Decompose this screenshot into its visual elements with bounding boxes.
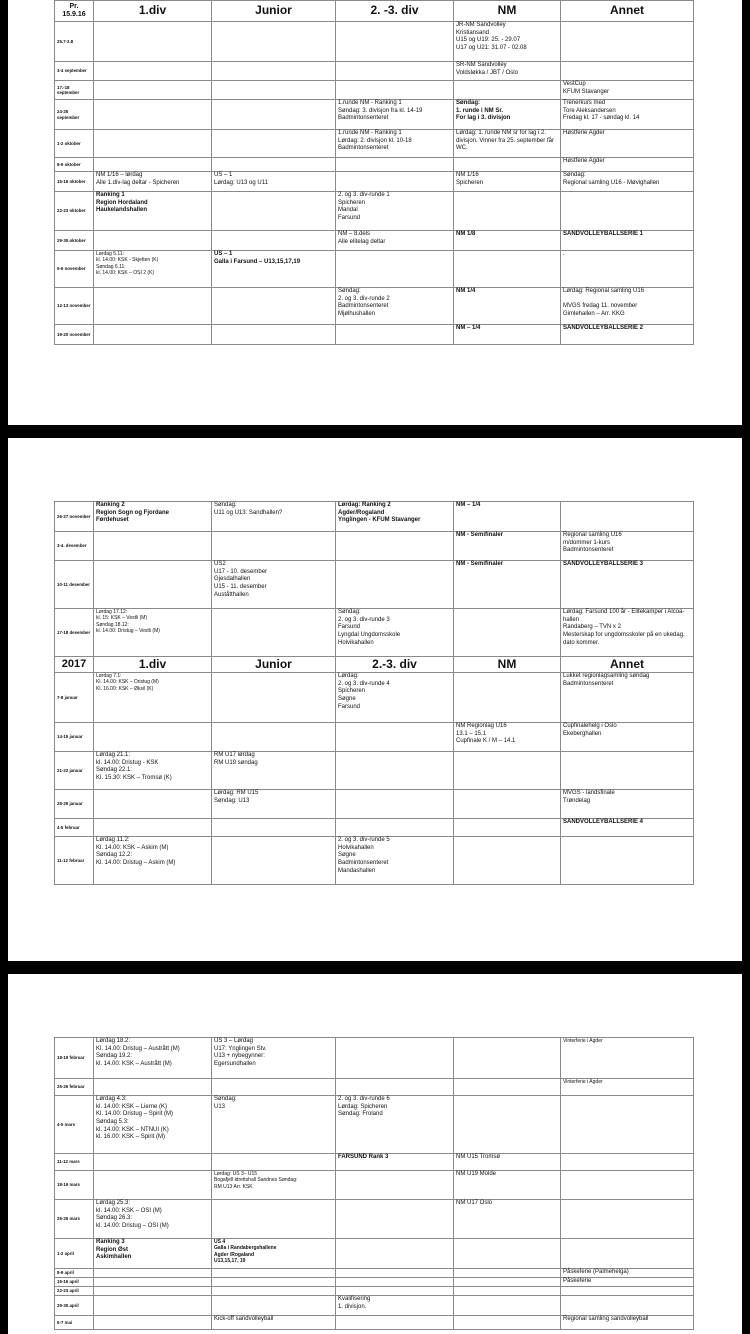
cell-23div — [336, 1079, 454, 1096]
cell-nm — [454, 1269, 561, 1278]
cell-nm — [454, 752, 561, 790]
row-date: 22-23 oktober — [55, 192, 94, 231]
cell-junior — [212, 62, 336, 81]
cell-nm — [454, 81, 561, 100]
cell-nm: JR-NM Sandvolley Kristiansand U15 og U19: 25. - 29.07 U17 og U21: 31.07 - 02.08 — [454, 22, 561, 62]
cell-nm: NM – 1/4 — [454, 325, 561, 345]
cell-23div — [336, 532, 454, 561]
cell-annet: Høstferie Agder — [561, 130, 694, 158]
cell-1div — [94, 288, 212, 325]
cell-nm: NM U17 Oslo — [454, 1200, 561, 1239]
table-row — [55, 288, 694, 325]
cell-1div: Lørdag 7.1: Kl. 14.00: KSK – Dristug (M) Kl. 16.00: KSK – Øksil (K) — [94, 673, 212, 723]
table-row — [55, 837, 694, 885]
row-date: 4-5 mars — [55, 1096, 94, 1154]
table-row — [55, 532, 694, 561]
table-row — [55, 1269, 694, 1278]
cell-1div: Ranking 2 Region Sogn og Fjordane Førdehuset — [94, 502, 212, 532]
table-row — [55, 819, 694, 837]
cell-23div — [336, 81, 454, 100]
cell-annet: Høstferie Agder — [561, 158, 694, 172]
cell-nm — [454, 673, 561, 723]
cell-23div — [336, 1038, 454, 1079]
cell-1div: Lørdag 21.1: kl. 14.00: Dristug - KSK Søndag 22.1: Kl. 15.30: KSK – Tromsø (K) — [94, 752, 212, 790]
schedule-table-3 — [54, 1037, 694, 1330]
row-date: 14-15 januar — [55, 723, 94, 752]
cell-1div: Lørdag 18.2: Kl. 14.00: Dristug – Austrått (M) Søndag 19.2: kl. 14.00: KSK – Austrått (M) — [94, 1038, 212, 1079]
cell-23div: 1.runde NM - Ranking 1 Lørdag: 2. divisjon kl. 10-18 Badmintonsenteret — [336, 130, 454, 158]
cell-annet — [561, 1200, 694, 1239]
cell-1div: Ranking 1 Region Hordaland Haukelandshallen — [94, 192, 212, 231]
cell-junior — [212, 325, 336, 345]
cell-nm — [454, 251, 561, 288]
cell-annet: Påskeferie (Palmehelga) — [561, 1269, 694, 1278]
header-23div: 2. -3. div — [336, 1, 454, 22]
table-row — [55, 231, 694, 251]
cell-nm: NM - Semifinaler — [454, 532, 561, 561]
cell-annet: SANDVOLLEYBALLSERIE 4 — [561, 819, 694, 837]
cell-annet — [561, 837, 694, 885]
cell-1div: Lørdag 5.11: kl. 14.00: KSK - Skjetten (K) Søndag 6.11: kl. 14.00: KSK – OSI 2 (K) — [94, 251, 212, 288]
table-row — [55, 790, 694, 819]
cell-annet: Lørdag: Regional samling U16 MVGS fredag 11. november Gimlehallen – Arr. KKG — [561, 288, 694, 325]
row-date: 18-19 februar — [55, 1038, 94, 1079]
cell-annet: SANDVOLLEYBALLSERIE 3 — [561, 561, 694, 609]
cell-1div — [94, 819, 212, 837]
cell-junior — [212, 100, 336, 130]
cell-junior — [212, 130, 336, 158]
cell-23div: Lørdag: 2. og 3. div-runde 4 Spicheren Søgne Farsund — [336, 673, 454, 723]
cell-annet: Cupfinalehelg i Oslo Ekeberghallen — [561, 723, 694, 752]
cell-nm: NM 1/16 Spicheren — [454, 172, 561, 192]
cell-annet: MVGS - landsfinale Trøndelag — [561, 790, 694, 819]
page-2 — [8, 438, 742, 961]
cell-nm: NM U15 Tromsø — [454, 1154, 561, 1171]
cell-annet — [561, 1154, 694, 1171]
cell-nm: Lørdag: 1. runde NM sr for lag i 2. divisjon. Vinner fra 25. september får WC. — [454, 130, 561, 158]
header-annet: Annet — [561, 1, 694, 22]
table-row — [55, 158, 694, 172]
cell-junior: US 3 – Lørdag U17: Ynglingen Stv. U13 + nybegynner: Egersundhallen — [212, 1038, 336, 1079]
row-date: 26-27 november — [55, 502, 94, 532]
cell-23div — [336, 158, 454, 172]
cell-annet: Påskeferie — [561, 1278, 694, 1287]
row-date: 21-22 januar — [55, 752, 94, 790]
cell-nm — [454, 1079, 561, 1096]
row-date: 12-13 november — [55, 288, 94, 325]
cell-annet — [561, 1171, 694, 1200]
table-row — [55, 1296, 694, 1316]
cell-23div: 2. og 3. div-runde 1 Spicheren Mandal Farsund — [336, 192, 454, 231]
row-date: 10-11 desember — [55, 561, 94, 609]
cell-nm — [454, 192, 561, 231]
table-row — [55, 673, 694, 723]
cell-nm — [454, 837, 561, 885]
cell-annet: Søndag: Regional samling U16 - Møvighallen — [561, 172, 694, 192]
cell-annet: Vinterferie i Agder — [561, 1038, 694, 1079]
row-date: 1-2 april — [55, 1239, 94, 1269]
table-row — [55, 561, 694, 609]
cell-23div: 2. og 3. div-runde 5 Holvikahallen Søgne Badmintonsenteret Mandashallen — [336, 837, 454, 885]
page-3 — [8, 974, 742, 1334]
row-date: 11-12 mars — [55, 1154, 94, 1171]
cell-nm — [454, 790, 561, 819]
table-row — [55, 130, 694, 158]
cell-annet: SANDVOLLEYBALLSERIE 2 — [561, 325, 694, 345]
cell-junior — [212, 192, 336, 231]
cell-23div — [336, 723, 454, 752]
cell-1div — [94, 81, 212, 100]
cell-annet — [561, 1096, 694, 1154]
cell-23div — [336, 1287, 454, 1296]
cell-nm — [454, 1278, 561, 1287]
header-junior: Junior — [212, 1, 336, 22]
table-row — [55, 325, 694, 345]
row-date: 25-26 mars — [55, 1200, 94, 1239]
cell-23div — [336, 325, 454, 345]
cell-1div: Lørdag 25.3: kl. 14.00: KSK – OSI (M) Søndag 26.3: kl. 14.00: Dristug – OSI (M) — [94, 1200, 212, 1239]
cell-nm: NM 1/8 — [454, 231, 561, 251]
cell-1div — [94, 325, 212, 345]
cell-junior — [212, 1269, 336, 1278]
row-date: 3-4. desember — [55, 532, 94, 561]
cell-nm: NM 1/4 — [454, 288, 561, 325]
cell-nm: SR-NM Sandvolley Voldsløkka / JBT / Oslo — [454, 62, 561, 81]
cell-23div — [336, 1200, 454, 1239]
schedule-table-2 — [54, 501, 694, 885]
cell-1div — [94, 22, 212, 62]
table-row — [55, 1154, 694, 1171]
cell-junior — [212, 837, 336, 885]
cell-1div — [94, 1154, 212, 1171]
table-row — [55, 609, 694, 657]
header-row-2017 — [55, 657, 694, 673]
cell-1div — [94, 100, 212, 130]
table-row — [55, 251, 694, 288]
cell-1div — [94, 1171, 212, 1200]
cell-1div — [94, 1278, 212, 1287]
cell-nm — [454, 609, 561, 657]
row-date: 29-30.april — [55, 1296, 94, 1316]
header-junior: Junior — [212, 657, 336, 673]
cell-1div — [94, 532, 212, 561]
row-date: 3-4 september — [55, 62, 94, 81]
cell-23div — [336, 790, 454, 819]
cell-annet — [561, 192, 694, 231]
row-date: 17-18 desember — [55, 609, 94, 657]
row-date: 11-12 februar — [55, 837, 94, 885]
cell-annet: . — [561, 251, 694, 288]
cell-junior — [212, 723, 336, 752]
table-row — [55, 100, 694, 130]
cell-1div — [94, 1316, 212, 1330]
cell-junior — [212, 532, 336, 561]
cell-23div — [336, 62, 454, 81]
cell-annet: VestCup KFUM Stavanger — [561, 81, 694, 100]
cell-23div — [336, 561, 454, 609]
cell-annet — [561, 22, 694, 62]
cell-annet — [561, 62, 694, 81]
row-date: 8-9 oktober — [55, 158, 94, 172]
cell-23div: 1.runde NM - Ranking 1 Søndag: 3. divisjon fra kl. 14-19 Badmintonsenteret — [336, 100, 454, 130]
cell-junior: US2 U17 - 10. desember Gjesdalhallen U15 - 11. desember Auståtthallen — [212, 561, 336, 609]
cell-1div: Ranking 3 Region Øst Askimhallen — [94, 1239, 212, 1269]
cell-nm: NM – 1/4 — [454, 502, 561, 532]
table-row — [55, 752, 694, 790]
cell-junior — [212, 81, 336, 100]
row-date: 15-16 oktober — [55, 172, 94, 192]
cell-23div — [336, 752, 454, 790]
cell-1div: Lørdag 11.2: Kl. 14.00: KSK – Askim (M) Søndag 12.2: Kl. 14.00: Dristug – Askim (M) — [94, 837, 212, 885]
header-annet: Annet — [561, 657, 694, 673]
cell-1div — [94, 231, 212, 251]
header-nm: NM — [454, 657, 561, 673]
cell-annet — [561, 502, 694, 532]
table-row — [55, 723, 694, 752]
cell-junior: US 4 Galla i Randabergshallene Agder /Rogaland U13,15,17, 19 — [212, 1239, 336, 1269]
header-1div: 1.div — [94, 657, 212, 673]
cell-annet: Regional samling sandvolleyball — [561, 1316, 694, 1330]
cell-junior — [212, 1200, 336, 1239]
cell-23div — [336, 1278, 454, 1287]
cell-23div — [336, 22, 454, 62]
cell-nm — [454, 1239, 561, 1269]
cell-nm — [454, 819, 561, 837]
table-row — [55, 1316, 694, 1330]
cell-23div — [336, 1269, 454, 1278]
cell-annet — [561, 1296, 694, 1316]
cell-1div — [94, 130, 212, 158]
cell-1div — [94, 1269, 212, 1278]
cell-1div — [94, 62, 212, 81]
row-date: 1-2 oktober — [55, 130, 94, 158]
cell-1div — [94, 1079, 212, 1096]
cell-junior: Søndag: U13 — [212, 1096, 336, 1154]
cell-junior: US – 1 Lørdag: U13 og U11 — [212, 172, 336, 192]
cell-23div — [336, 251, 454, 288]
row-date: 22-23 april — [55, 1287, 94, 1296]
cell-annet: Lukket regionlagsamling søndag Badmintonsenteret — [561, 673, 694, 723]
cell-junior: Søndag: U11 og U13: Sandhallen? — [212, 502, 336, 532]
cell-1div — [94, 1287, 212, 1296]
row-date: 28-29 januar — [55, 790, 94, 819]
cell-junior — [212, 231, 336, 251]
cell-junior: US – 1 Galla i Farsund – U13,15,17,19 — [212, 251, 336, 288]
cell-annet: Lørdag: Farsund 100 år - Elitekamper i Alcoa-hallen Randaberg – TVN x 2 Mesterskap for ungdomsskoler på en ukedag, dato kommer. — [561, 609, 694, 657]
cell-1div: NM 1/16 – lørdag Alle 1.div-lag deltar - Spicheren — [94, 172, 212, 192]
row-date: 17.-18 september — [55, 81, 94, 100]
cell-junior — [212, 288, 336, 325]
cell-junior: Kick-off sandvolleyball — [212, 1316, 336, 1330]
cell-nm: Søndag: 1. runde i NM Sr. For lag i 3. divisjon — [454, 100, 561, 130]
cell-annet: SANDVOLLEYBALLSERIE 1 — [561, 231, 694, 251]
row-date: 29-30.oktober — [55, 231, 94, 251]
cell-23div — [336, 1239, 454, 1269]
schedule-table-1 — [54, 0, 694, 345]
cell-1div: Lørdag 17.12: kl. 15: KSK – Vestli (M) Søndag 18.12: kl. 14.00: Dristug – Vestli (M) — [94, 609, 212, 657]
cell-junior — [212, 673, 336, 723]
row-date: 15-16 april — [55, 1278, 94, 1287]
cell-annet: Vinterferie i Agder — [561, 1079, 694, 1096]
cell-23div: FARSUND Rank 3 — [336, 1154, 454, 1171]
table-row — [55, 1096, 694, 1154]
cell-nm: NM - Semifinaler — [454, 561, 561, 609]
cell-annet — [561, 752, 694, 790]
cell-1div — [94, 158, 212, 172]
table-row — [55, 81, 694, 100]
header-row — [55, 1, 694, 22]
row-date: 18-19 mars — [55, 1171, 94, 1200]
cell-junior — [212, 1278, 336, 1287]
cell-annet: Trenerkurs med Tore Aleksandersen Fredag kl. 17 - søndag kl. 14 — [561, 100, 694, 130]
table-row — [55, 172, 694, 192]
row-date: 5-6 november — [55, 251, 94, 288]
cell-junior — [212, 1287, 336, 1296]
cell-nm — [454, 1296, 561, 1316]
row-date: 25.7-2.8 — [55, 22, 94, 62]
table-row — [55, 22, 694, 62]
header-23div: 2.-3. div — [336, 657, 454, 673]
table-row — [55, 1038, 694, 1079]
row-date: 19-20 november — [55, 325, 94, 345]
cell-nm — [454, 1096, 561, 1154]
cell-23div: Lørdag: Ranking 2 Agder/Rogaland Ynglingen - KFUM Stavanger — [336, 502, 454, 532]
page-1 — [8, 0, 742, 425]
cell-junior — [212, 1154, 336, 1171]
cell-junior: Lørdag: RM U15 Søndag: U13 — [212, 790, 336, 819]
table-row — [55, 1287, 694, 1296]
cell-junior — [212, 22, 336, 62]
cell-1div: Lørdag 4.3: kl. 14.00: KSK – Lierne (K) Kl. 14.00: Dristug – Spirit (M) Søndag 5.3: kl. 14.00: KSK – NTNUI (K) kl. 16.00: KSK – Spirit (M) — [94, 1096, 212, 1154]
cell-nm: NM U19 Molde — [454, 1171, 561, 1200]
cell-annet — [561, 1287, 694, 1296]
table-row — [55, 62, 694, 81]
table-row — [55, 1171, 694, 1200]
cell-nm — [454, 158, 561, 172]
cell-23div: 2. og 3. div-runde 6 Lørdag: Spicheren Søndag: Froland — [336, 1096, 454, 1154]
table-row — [55, 1239, 694, 1269]
cell-junior — [212, 1296, 336, 1316]
header-year: 2017 — [55, 657, 94, 673]
table-row — [55, 1200, 694, 1239]
cell-junior: RM U17 lørdag RM U19 søndag — [212, 752, 336, 790]
cell-23div: NM – 8.dels Alle elitelag deltar — [336, 231, 454, 251]
table-row — [55, 192, 694, 231]
row-date: 7-8 januar — [55, 673, 94, 723]
cell-junior — [212, 819, 336, 837]
table-row — [55, 502, 694, 532]
cell-junior — [212, 609, 336, 657]
cell-junior — [212, 1079, 336, 1096]
row-date: 8-9 april — [55, 1269, 94, 1278]
row-date: 25-26 februar — [55, 1079, 94, 1096]
cell-junior: Lørdag: US 3– U15 Bogafjell idrettshall Sandnes Søndag: RM U13 Arr. KSK — [212, 1171, 336, 1200]
cell-nm — [454, 1316, 561, 1330]
cell-23div: Kvalifisering 1. divisjon. — [336, 1296, 454, 1316]
row-date: 4-5 februar — [55, 819, 94, 837]
table-row — [55, 1278, 694, 1287]
cell-23div — [336, 1316, 454, 1330]
cell-1div — [94, 790, 212, 819]
row-date: 24-25 september — [55, 100, 94, 130]
cell-nm — [454, 1038, 561, 1079]
cell-annet: Regional samling U16 m/dommer 1-kurs Badmintonsenteret — [561, 532, 694, 561]
cell-junior — [212, 158, 336, 172]
cell-23div — [336, 1171, 454, 1200]
row-date: 6-7 mai — [55, 1316, 94, 1330]
cell-annet — [561, 1239, 694, 1269]
cell-nm: NM Regionlag U16 13.1 – 15.1 Cupfinale K / M – 14.1 — [454, 723, 561, 752]
cell-1div — [94, 1296, 212, 1316]
cell-23div: Søndag: 2. og 3. div-runde 2 Badmintonsenteret Mjølhushallen — [336, 288, 454, 325]
header-1div: 1.div — [94, 1, 212, 22]
cell-nm — [454, 1287, 561, 1296]
cell-23div — [336, 819, 454, 837]
cell-1div — [94, 723, 212, 752]
header-date: Pr. 15.9.16 — [55, 1, 94, 22]
cell-23div: Søndag: 2. og 3. div-runde 3 Farsund Lyngdal Ungdomsskole Holvikahallen — [336, 609, 454, 657]
header-nm: NM — [454, 1, 561, 22]
cell-23div — [336, 172, 454, 192]
cell-1div — [94, 561, 212, 609]
table-row — [55, 1079, 694, 1096]
